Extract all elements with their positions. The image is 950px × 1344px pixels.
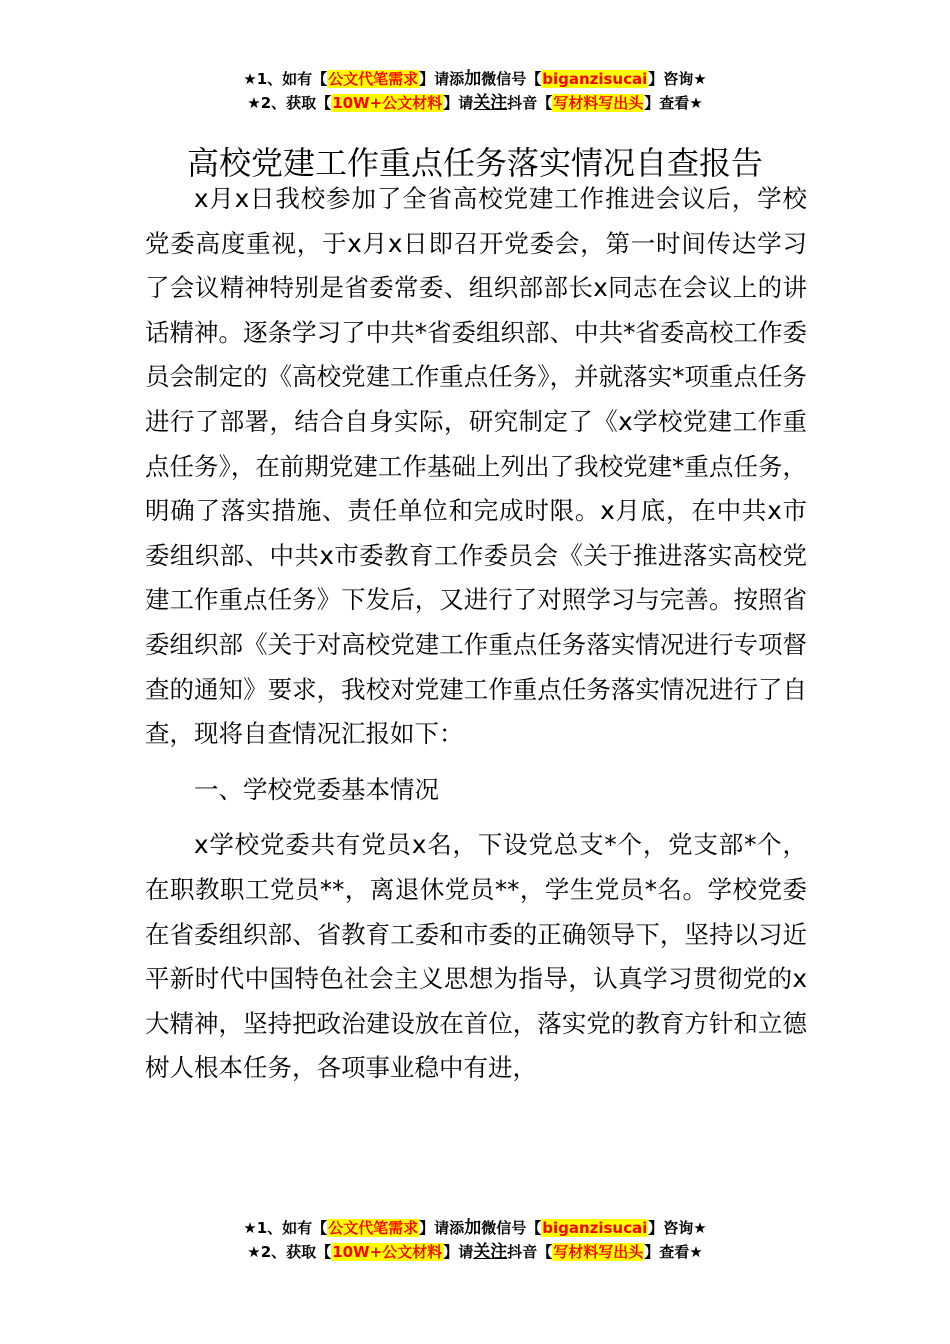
banner-line-2 (0, 91, 950, 115)
banner-emphasis: 加 (464, 69, 482, 89)
banner-emphasis: 关注 (473, 1242, 508, 1262)
banner-highlight: 10W+公文材料 (332, 1243, 443, 1261)
banner-text: 】咨询★ (648, 70, 707, 88)
banner-highlight: 公文代笔需求 (328, 1219, 419, 1237)
banner-text: 微信号【 (481, 1219, 542, 1237)
banner-text: 】请添 (419, 1219, 465, 1237)
footer-banner (0, 1216, 950, 1264)
banner-text: 抖音【 (507, 1243, 553, 1261)
banner-highlight: 公文代笔需求 (328, 70, 419, 88)
banner-text: 】咨询★ (648, 1219, 707, 1237)
banner-text: 】请 (443, 94, 474, 112)
banner-text: 】请添 (419, 70, 465, 88)
document-body (145, 177, 807, 1091)
banner-line-1 (0, 67, 950, 91)
banner-text: ★1、如有【 (243, 70, 328, 88)
document-title: 高校党建工作重点任务落实情况自查报告 (186, 144, 763, 183)
banner-highlight: 写材料写出头 (553, 94, 644, 112)
banner-text: 】请 (443, 1243, 474, 1261)
banner-emphasis: 关注 (473, 93, 508, 113)
banner-line-1 (0, 1216, 950, 1240)
banner-line-2 (0, 1240, 950, 1264)
banner-highlight: biganzisucai (542, 1219, 648, 1237)
banner-text: ★1、如有【 (243, 1219, 328, 1237)
banner-highlight: 10W+公文材料 (332, 94, 443, 112)
section-heading: 一、学校党委基本情况 (194, 774, 439, 804)
banner-highlight: biganzisucai (542, 70, 648, 88)
banner-highlight: 写材料写出头 (553, 1243, 644, 1261)
banner-text: ★2、获取【 (247, 1243, 332, 1261)
paragraph: x月x日我校参加了全省高校党建工作推进会议后，学校党委高度重视，于x月x日即召开党委会，第一时间传达学习了会议精神特别是省委常委、组织部部长x同志在会议上的讲话精神。逐条学习了中共*省委组织部、中共*省委高校工作委员会制定的《高校党建工作重点任务》，并就落实*项重点任务进行了部署，结合自身实际，研究制定了《x学校党建工作重点任务》，在前期党建工作基础上列出了我校党建*重点任务，明确了落实措施、责任单位和完成时限。x月底，在中共x市委组织部、中共x市委教育工作委员会《关于推进落实高校党建工作重点任务》下发后，又进行了对照学习与完善。按照省委组织部《关于对高校党建工作重点任务落实情况进行专项督查的通知》要求，我校对党建工作重点任务落实情况进行了自查，现将自查情况汇报如下： (145, 184, 807, 749)
banner-emphasis: 加 (464, 1218, 482, 1238)
banner-text: 】查看★ (644, 94, 703, 112)
banner-text: ★2、获取【 (247, 94, 332, 112)
banner-text: 】查看★ (644, 1243, 703, 1261)
banner-text: 抖音【 (507, 94, 553, 112)
header-banner (0, 67, 950, 115)
banner-text: 微信号【 (481, 70, 542, 88)
paragraph: x学校党委共有党员x名，下设党总支*个，党支部*个，在职教职工党员**，离退休党员**，学生党员*名。学校党委在省委组织部、省教育工委和市委的正确领导下，坚持以习近平新时代中国特色社会主义思想为指导，认真学习贯彻党的x大精神，坚持把政治建设放在首位，落实党的教育方针和立德树人根本任务，各项事业稳中有进， (145, 830, 807, 1083)
